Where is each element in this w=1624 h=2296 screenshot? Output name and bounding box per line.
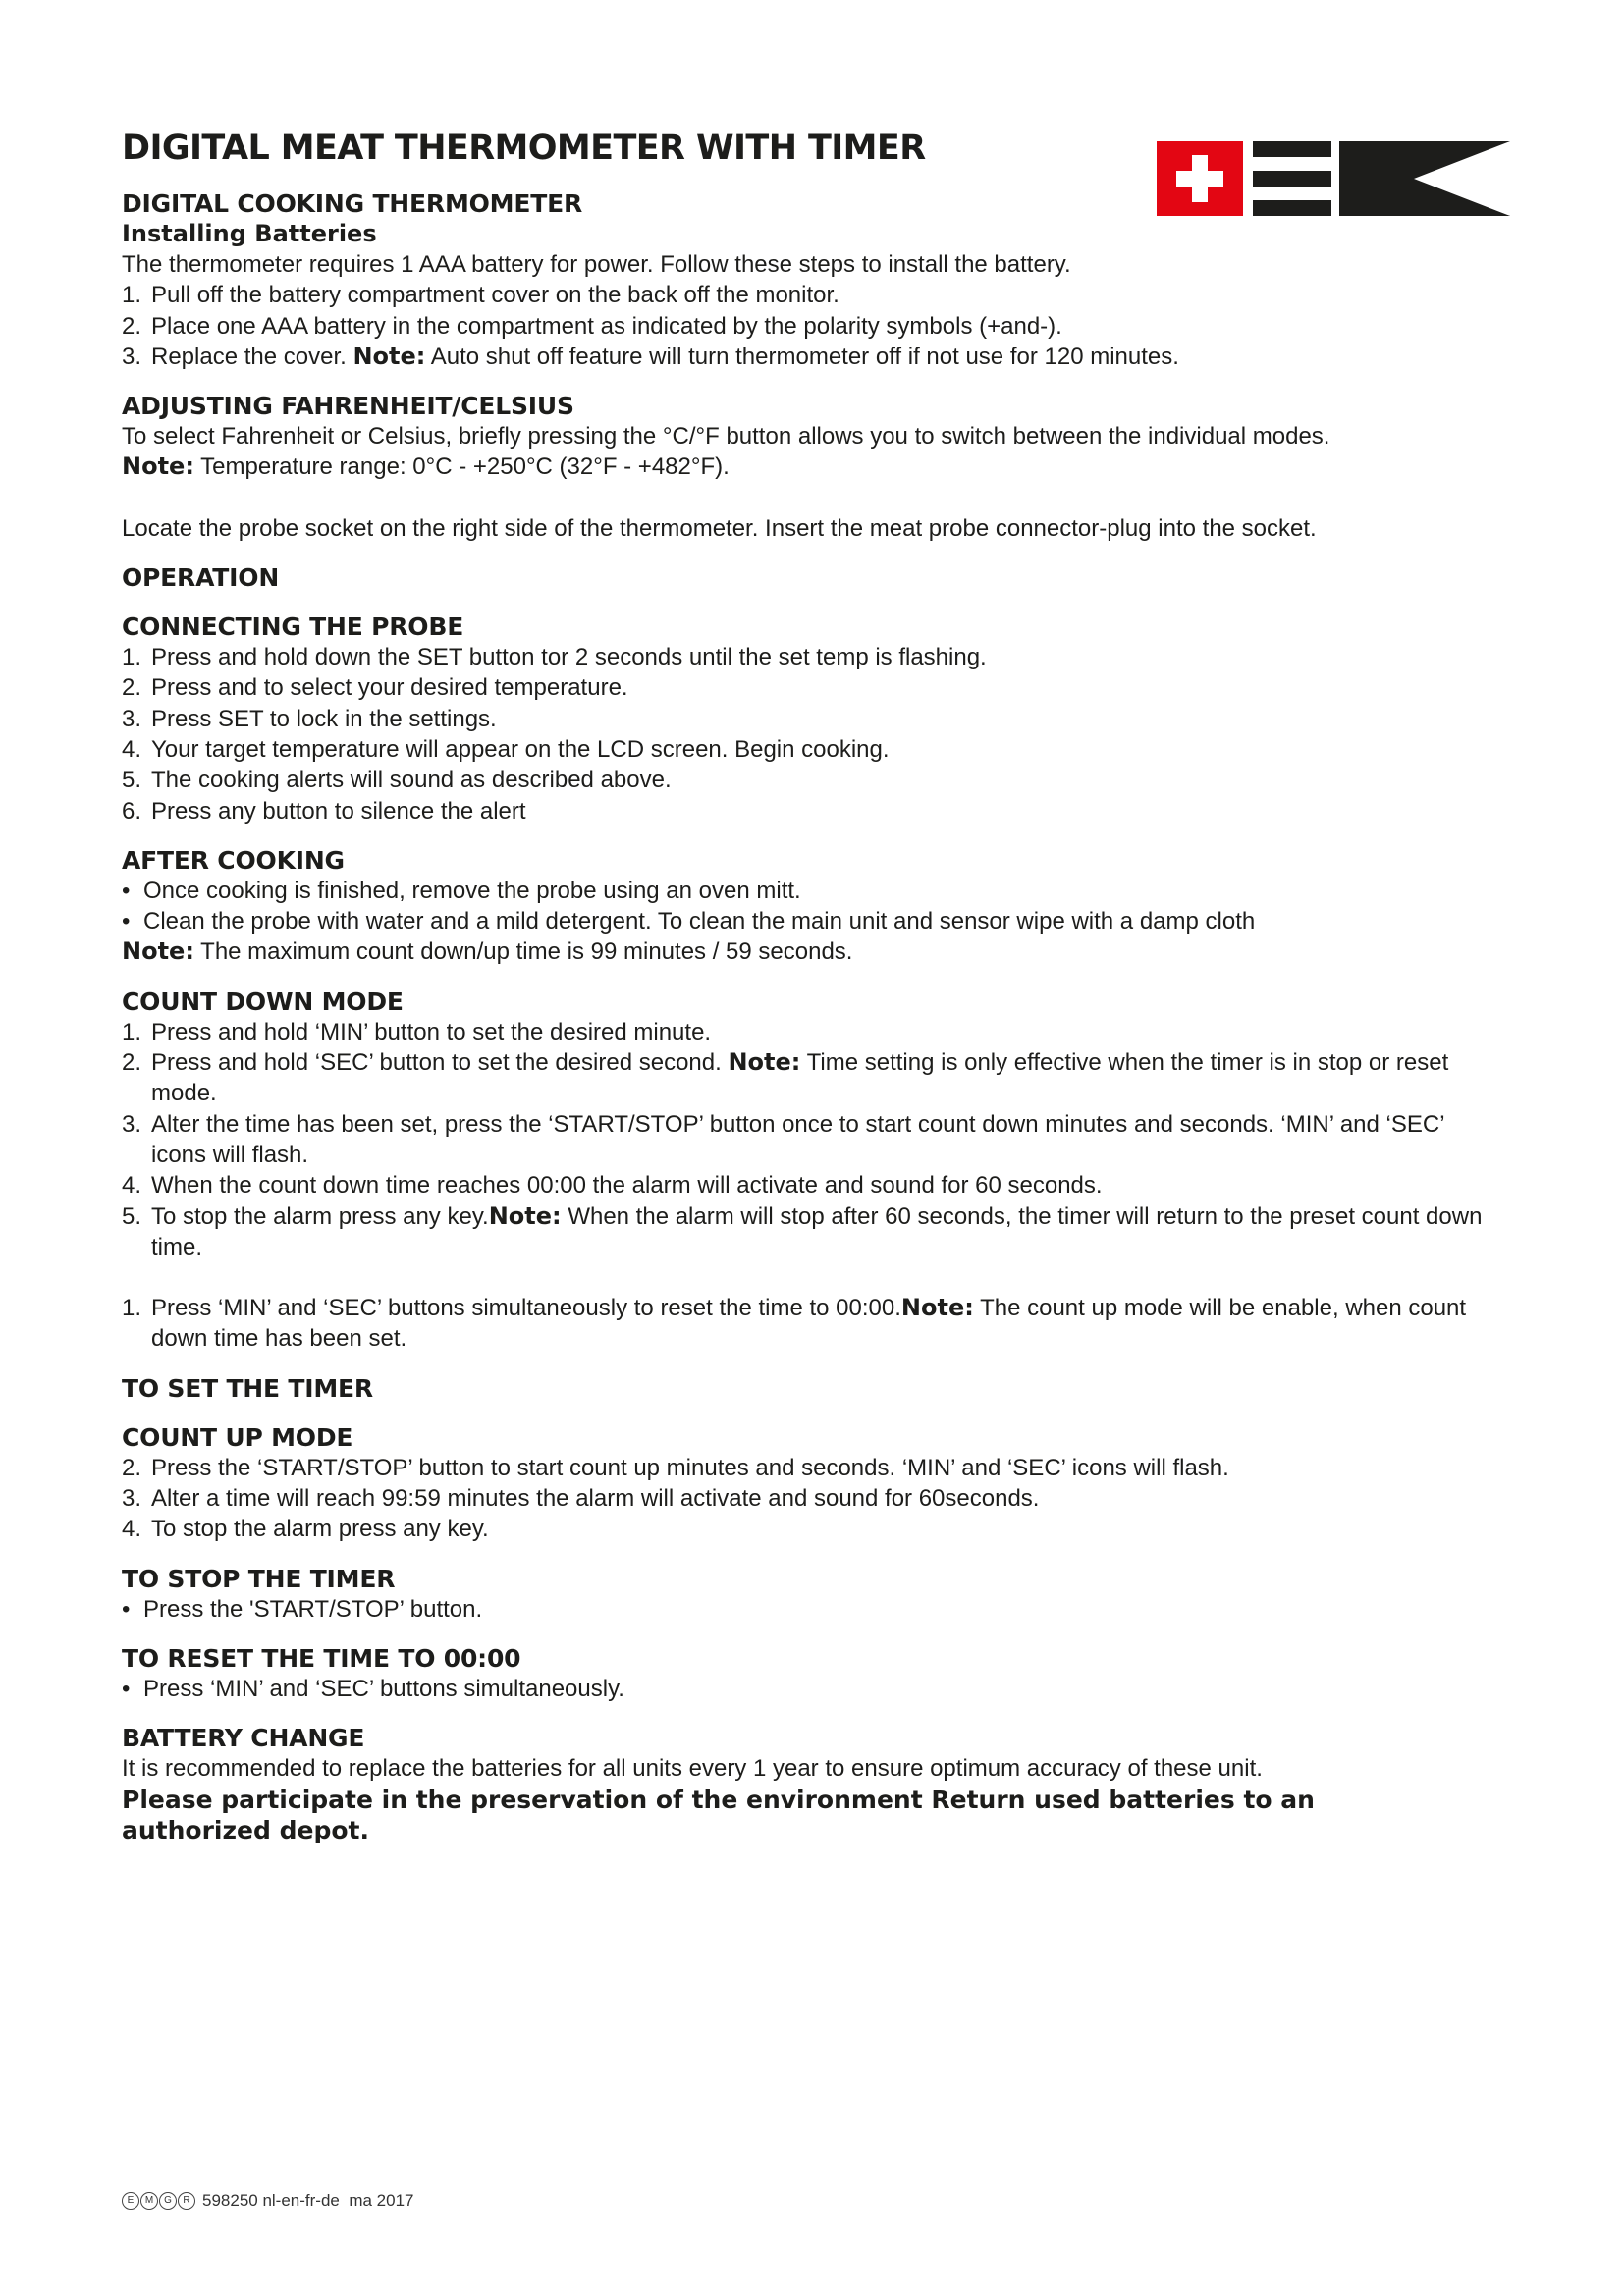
list-item xyxy=(122,1453,1496,1483)
list-item xyxy=(122,280,1496,310)
list-text: Press and hold ‘MIN’ button to set the desired minute. xyxy=(151,1018,712,1045)
footer-emblem-circle: G xyxy=(159,2192,177,2210)
paragraph-battery-requirement: The thermometer requires 1 AAA battery for power. Follow these steps to install the battery. xyxy=(122,251,1071,278)
section-cooking-thermometer xyxy=(122,188,1496,372)
list-number: 5. xyxy=(122,1202,142,1230)
list-number: 2. xyxy=(122,312,142,340)
list-number: 1. xyxy=(122,282,142,309)
list-item xyxy=(122,734,1496,765)
list-text: Alter a time will reach 99:59 minutes the alarm will activate and sound for 60seconds. xyxy=(151,1485,1040,1513)
bullet-dot: • xyxy=(122,908,131,935)
footer-emblem-circle: E xyxy=(122,2192,139,2210)
paragraph-probe-socket: Locate the probe socket on the right side of the thermometer. Insert the meat probe connector-plug into the socket. xyxy=(122,514,1317,542)
section-count-down-mode xyxy=(122,987,1496,1355)
list-item xyxy=(122,672,1496,703)
note-text: Temperature range: 0°C - +250°C (32°F - +482°F). xyxy=(200,454,730,481)
list-item xyxy=(122,1201,1496,1263)
heading-battery-change: BATTERY CHANGE xyxy=(122,1724,365,1753)
note-text: Time setting is only effective when the timer is in stop or reset mode. xyxy=(151,1049,1449,1107)
list-text: Replace the cover. xyxy=(151,343,347,370)
note-text: Auto shut off feature will turn thermometer off if not use for 120 minutes. xyxy=(430,343,1179,370)
footer-emblem-circle: R xyxy=(178,2192,195,2210)
list-item xyxy=(122,1047,1496,1109)
list-text-with-note xyxy=(151,1293,1496,1355)
bullet-item xyxy=(122,876,1496,906)
list-item xyxy=(122,796,1496,827)
list-text-with-note xyxy=(151,342,1496,372)
list-number: 5. xyxy=(122,767,142,794)
list-text: To stop the alarm press any key. xyxy=(151,1516,489,1543)
note-label: Note: xyxy=(900,1294,974,1322)
list-number: 1. xyxy=(122,1295,142,1322)
bullet-dot: • xyxy=(122,1675,131,1702)
note-label: Note: xyxy=(728,1048,801,1077)
heading-set-timer: TO SET THE TIMER xyxy=(122,1373,373,1403)
heading-stop-timer: TO STOP THE TIMER xyxy=(122,1564,396,1593)
heading-connecting-probe: CONNECTING THE PROBE xyxy=(122,613,464,642)
note-label: Note: xyxy=(122,453,194,481)
heading-cooking-thermometer: DIGITAL COOKING THERMOMETER xyxy=(122,189,583,218)
document-title: DIGITAL MEAT THERMOMETER WITH TIMER xyxy=(122,129,926,168)
section-battery-change xyxy=(122,1723,1496,1844)
bullet-dot: • xyxy=(122,1595,131,1623)
list-text: Press any button to silence the alert xyxy=(151,797,526,825)
note-label: Note: xyxy=(352,342,426,370)
list-text: Alter the time has been set, press the ‘START/STOP’ button once to start count down minutes and seconds. ‘MIN’ and ‘SEC’ icons will flash. xyxy=(151,1110,1444,1168)
list-item xyxy=(122,765,1496,795)
list-text: When the count down time reaches 00:00 the alarm will activate and sound for 60 seconds. xyxy=(151,1172,1103,1200)
list-text: Press the ‘START/STOP’ button to start count up minutes and seconds. ‘MIN’ and ‘SEC’ icons will flash. xyxy=(151,1454,1229,1481)
footer-text: 598250 nl-en-fr-de ma 2017 xyxy=(202,2191,414,2210)
list-text: The cooking alerts will sound as described above. xyxy=(151,767,672,794)
list-number: 4. xyxy=(122,735,142,763)
list-item xyxy=(122,311,1496,342)
list-text: Place one AAA battery in the compartment as indicated by the polarity symbols (+and-). xyxy=(151,312,1062,340)
subheading-installing-batteries: Installing Batteries xyxy=(122,220,377,247)
list-item xyxy=(122,642,1496,672)
list-number: 3. xyxy=(122,705,142,732)
note-text: The maximum count down/up time is 99 minutes / 59 seconds. xyxy=(200,938,853,966)
list-number: 2. xyxy=(122,1454,142,1481)
note-label: Note: xyxy=(488,1201,562,1230)
list-number: 2. xyxy=(122,1049,142,1077)
document-footer xyxy=(122,2191,413,2211)
list-item xyxy=(122,1293,1496,1355)
document-page xyxy=(122,128,1496,1845)
note-line xyxy=(122,936,1496,967)
section-after-cooking xyxy=(122,845,1496,968)
list-text: Press ‘MIN’ and ‘SEC’ buttons simultaneously to reset the time to 00:00. xyxy=(151,1295,901,1322)
list-item xyxy=(122,1109,1496,1171)
heading-count-up-mode: COUNT UP MODE xyxy=(122,1422,353,1452)
heading-reset-timer: TO RESET THE TIME TO 00:00 xyxy=(122,1643,521,1673)
list-text: Pull off the battery compartment cover on the back off the monitor. xyxy=(151,282,839,309)
footer-emblem-circle: M xyxy=(140,2192,158,2210)
bullet-text: Press ‘MIN’ and ‘SEC’ buttons simultaneously. xyxy=(143,1675,624,1702)
section-reset-timer xyxy=(122,1643,1496,1704)
list-number: 1. xyxy=(122,644,142,671)
list-number: 6. xyxy=(122,797,142,825)
paragraph-fahrenheit-celsius: To select Fahrenheit or Celsius, briefly pressing the °C/°F button allows you to switch between the individual modes. xyxy=(122,423,1330,451)
list-number: 3. xyxy=(122,1485,142,1513)
bullet-text: Press the 'START/STOP’ button. xyxy=(143,1595,483,1623)
heading-after-cooking: AFTER COOKING xyxy=(122,845,345,875)
list-text-with-note xyxy=(151,1047,1496,1109)
bullet-text: Once cooking is finished, remove the probe using an oven mitt. xyxy=(143,877,801,904)
list-item xyxy=(122,1483,1496,1514)
note-line xyxy=(122,452,1496,482)
list-number: 2. xyxy=(122,674,142,702)
note-text: When the alarm will stop after 60 seconds, the timer will return to the preset count down time. xyxy=(151,1202,1483,1260)
list-number: 3. xyxy=(122,343,142,370)
list-item xyxy=(122,704,1496,734)
list-text: Press and hold down the SET button tor 2 seconds until the set temp is flashing. xyxy=(151,644,987,671)
paragraph-battery-replace: It is recommended to replace the batteries for all units every 1 year to ensure optimum accuracy of these unit. xyxy=(122,1755,1263,1783)
section-count-up-mode xyxy=(122,1422,1496,1545)
bullet-item xyxy=(122,906,1496,936)
list-number: 4. xyxy=(122,1516,142,1543)
list-text: Press SET to lock in the settings. xyxy=(151,705,497,732)
list-text: Your target temperature will appear on the LCD screen. Begin cooking. xyxy=(151,735,890,763)
section-connecting-probe xyxy=(122,612,1496,827)
bullet-item xyxy=(122,1674,1496,1704)
list-item xyxy=(122,1514,1496,1544)
list-item xyxy=(122,1017,1496,1047)
paragraph-environment-notice: Please participate in the preservation of the environment Return used batteries to an authorized depot. xyxy=(122,1785,1315,1844)
list-text-with-note xyxy=(151,1201,1496,1263)
heading-fahrenheit-celsius: ADJUSTING FAHRENHEIT/CELSIUS xyxy=(122,392,574,421)
section-fahrenheit-celsius xyxy=(122,391,1496,544)
list-number: 4. xyxy=(122,1172,142,1200)
heading-count-down-mode: COUNT DOWN MODE xyxy=(122,987,404,1016)
bullet-item xyxy=(122,1594,1496,1625)
list-text: Press and hold ‘SEC’ button to set the desired second. xyxy=(151,1049,722,1077)
list-text: To stop the alarm press any key. xyxy=(151,1202,489,1230)
bullet-dot: • xyxy=(122,877,131,904)
list-item xyxy=(122,1170,1496,1201)
note-label: Note: xyxy=(122,937,194,966)
note-text: The count up mode will be enable, when count down time has been set. xyxy=(151,1295,1467,1353)
list-item xyxy=(122,342,1496,372)
list-number: 3. xyxy=(122,1110,142,1138)
bullet-text: Clean the probe with water and a mild detergent. To clean the main unit and sensor wipe with a damp cloth xyxy=(143,908,1256,935)
section-stop-timer xyxy=(122,1564,1496,1625)
list-number: 1. xyxy=(122,1018,142,1045)
footer-emblems xyxy=(122,2192,196,2210)
heading-operation: OPERATION xyxy=(122,563,280,593)
list-text: Press and to select your desired temperature. xyxy=(151,674,628,702)
